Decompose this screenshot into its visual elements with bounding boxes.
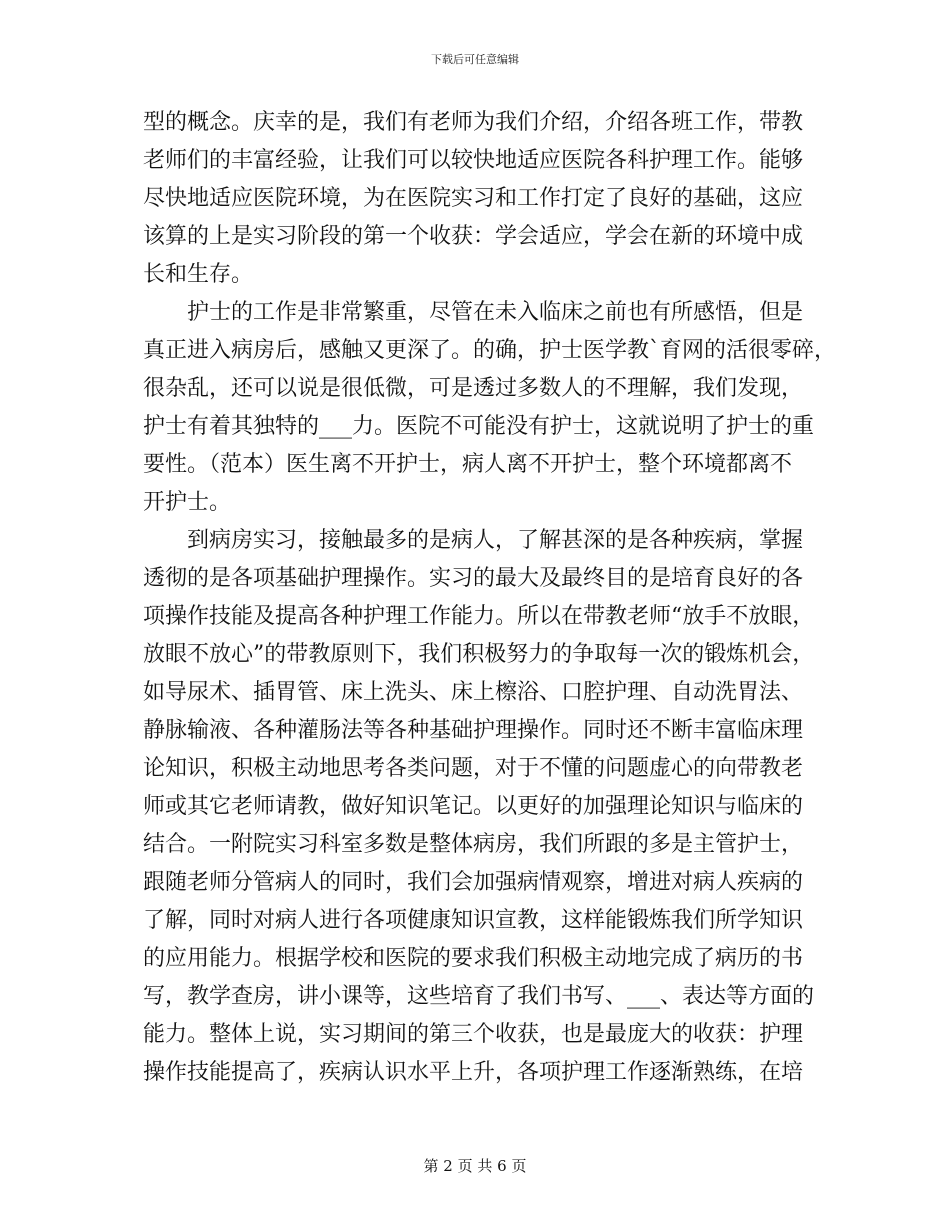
- page-header: 下载后可任意编辑: [431, 53, 519, 66]
- text-line: 该算的上是实习阶段的第一个收获：学会适应，学会在新的环境中成: [143, 224, 804, 249]
- text-line: 项操作技能及提高各种护理工作能力。所以在带教老师“放手不放眼，: [143, 604, 815, 629]
- text-line: 长和生存。: [143, 262, 254, 287]
- text-line: 跟随老师分管病人的同时，我们会加强病情观察，增进对病人疾病的: [143, 870, 804, 895]
- text-line: 结合。一附院实习科室多数是整体病房，我们所跟的多是主管护士，: [143, 832, 804, 857]
- text-line: 透彻的是各项基础护理操作。实习的最大及最终目的是培育良好的各: [143, 566, 804, 591]
- text-line: 写，教学查房，讲小课等，这些培育了我们书写、___、表达等方面的: [143, 984, 815, 1009]
- text-line: 真正进入病房后，感触又更深了。的确，护士医学教`育网的活很零碎，: [143, 338, 837, 363]
- text-line: 师或其它老师请教，做好知识笔记。以更好的加强理论知识与临床的: [143, 794, 804, 819]
- text-line: 了解，同时对病人进行各项健康知识宣教，这样能锻炼我们所学知识: [143, 908, 804, 933]
- text-line: 论知识，积极主动地思考各类问题，对于不懂的问题虚心的向带教老: [143, 756, 804, 781]
- text-line: 老师们的丰富经验，让我们可以较快地适应医院各科护理工作。能够: [143, 148, 804, 173]
- text-line: 如导尿术、插胃管、床上洗头、床上檫浴、口腔护理、自动洗胃法、: [143, 680, 804, 705]
- text-line: 静脉输液、各种灌肠法等各种基础护理操作。同时还不断丰富临床理: [143, 718, 804, 743]
- text-line: 型的概念。庆幸的是，我们有老师为我们介绍，介绍各班工作，带教: [143, 110, 804, 135]
- text-line: 能力。整体上说，实习期间的第三个收获，也是最庞大的收获：护理: [143, 1022, 804, 1047]
- text-line: 护士有着其独特的___力。医院不可能没有护士，这就说明了护士的重: [143, 414, 815, 439]
- text-line: 的应用能力。根据学校和医院的要求我们积极主动地完成了病历的书: [143, 946, 804, 971]
- text-line: 很杂乱，还可以说是很低微，可是透过多数人的不理解，我们发现，: [143, 376, 804, 401]
- paragraph-start-line: 到病房实习，接触最多的是病人，了解甚深的是各种疾病，掌握: [187, 528, 804, 553]
- text-line: 开护士。: [143, 490, 232, 515]
- text-line: 尽快地适应医院环境，为在医院实习和工作打定了良好的基础，这应: [143, 186, 804, 211]
- text-line: 放眼不放心”的带教原则下，我们积极努力的争取每一次的锻炼机会，: [143, 642, 815, 667]
- page-number-footer: 第 2 页 共 6 页: [423, 1157, 527, 1175]
- text-line: 操作技能提高了，疾病认识水平上升，各项护理工作逐渐熟练，在培: [143, 1060, 804, 1085]
- text-line: 要性。（范本）医生离不开护士，病人离不开护士，整个环境都离不: [143, 452, 793, 477]
- paragraph-start-line: 护士的工作是非常繁重，尽管在未入临床之前也有所感悟，但是: [187, 300, 804, 325]
